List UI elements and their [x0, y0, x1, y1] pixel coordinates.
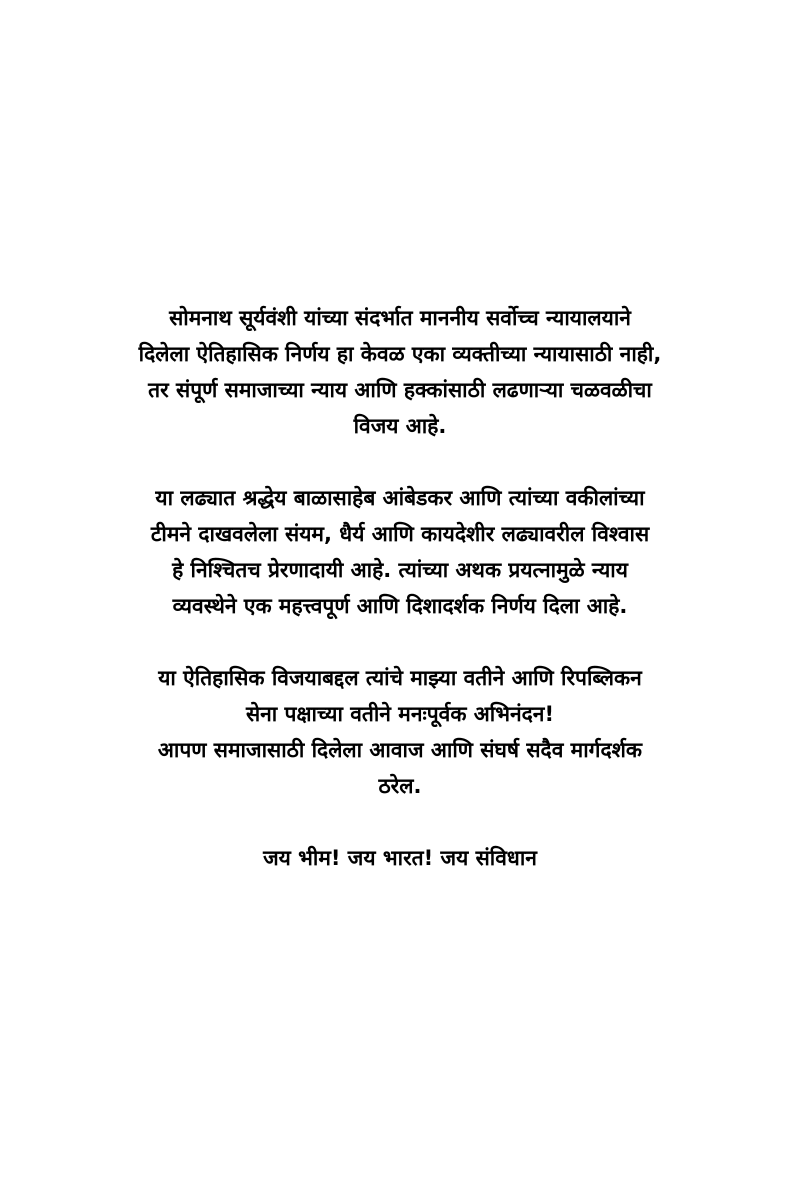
paragraph-line: टीमने दाखवलेला संयम, धैर्य आणि कायदेशीर लढ्यावरील विश्वास — [150, 522, 650, 546]
statement-body — [60, 300, 740, 876]
paragraph-line: सोमनाथ सूर्यवंशी यांच्या संदर्भात माननीय सर्वोच्च न्यायालयाने — [169, 306, 631, 330]
slogan-line: जय भीम! जय भारत! जय संविधान — [263, 846, 537, 870]
paragraph-line: सेना पक्षाच्या वतीने मनःपूर्वक अभिनंदन! — [245, 702, 555, 726]
paragraph-line: व्यवस्थेने एक महत्त्वपूर्ण आणि दिशादर्शक निर्णय दिला आहे. — [172, 594, 628, 618]
paragraph-line: विजय आहे. — [353, 414, 447, 438]
paragraph-line: या ऐतिहासिक विजयाबद्दल त्यांचे माझ्या वतीने आणि रिपब्लिकन — [158, 666, 642, 690]
paragraph-line: ठरेल. — [378, 774, 422, 798]
paragraph-congratulations — [60, 660, 740, 804]
paragraph-line: दिलेला ऐतिहासिक निर्णय हा केवळ एका व्यक्तीच्या न्यायासाठी नाही, — [138, 342, 662, 366]
paragraph-struggle — [60, 480, 740, 624]
paragraph-verdict — [60, 300, 740, 444]
paragraph-slogan — [60, 840, 740, 876]
paragraph-line: या लढ्यात श्रद्धेय बाळासाहेब आंबेडकर आणि त्यांच्या वकीलांच्या — [155, 486, 645, 510]
paragraph-line: आपण समाजासाठी दिलेला आवाज आणि संघर्ष सदैव मार्गदर्शक — [157, 738, 643, 762]
paragraph-line: हे निश्चितच प्रेरणादायी आहे. त्यांच्या अथक प्रयत्नामुळे न्याय — [172, 558, 628, 582]
paragraph-line: तर संपूर्ण समाजाच्या न्याय आणि हक्कांसाठी लढणाऱ्या चळवळीचा — [148, 378, 652, 402]
